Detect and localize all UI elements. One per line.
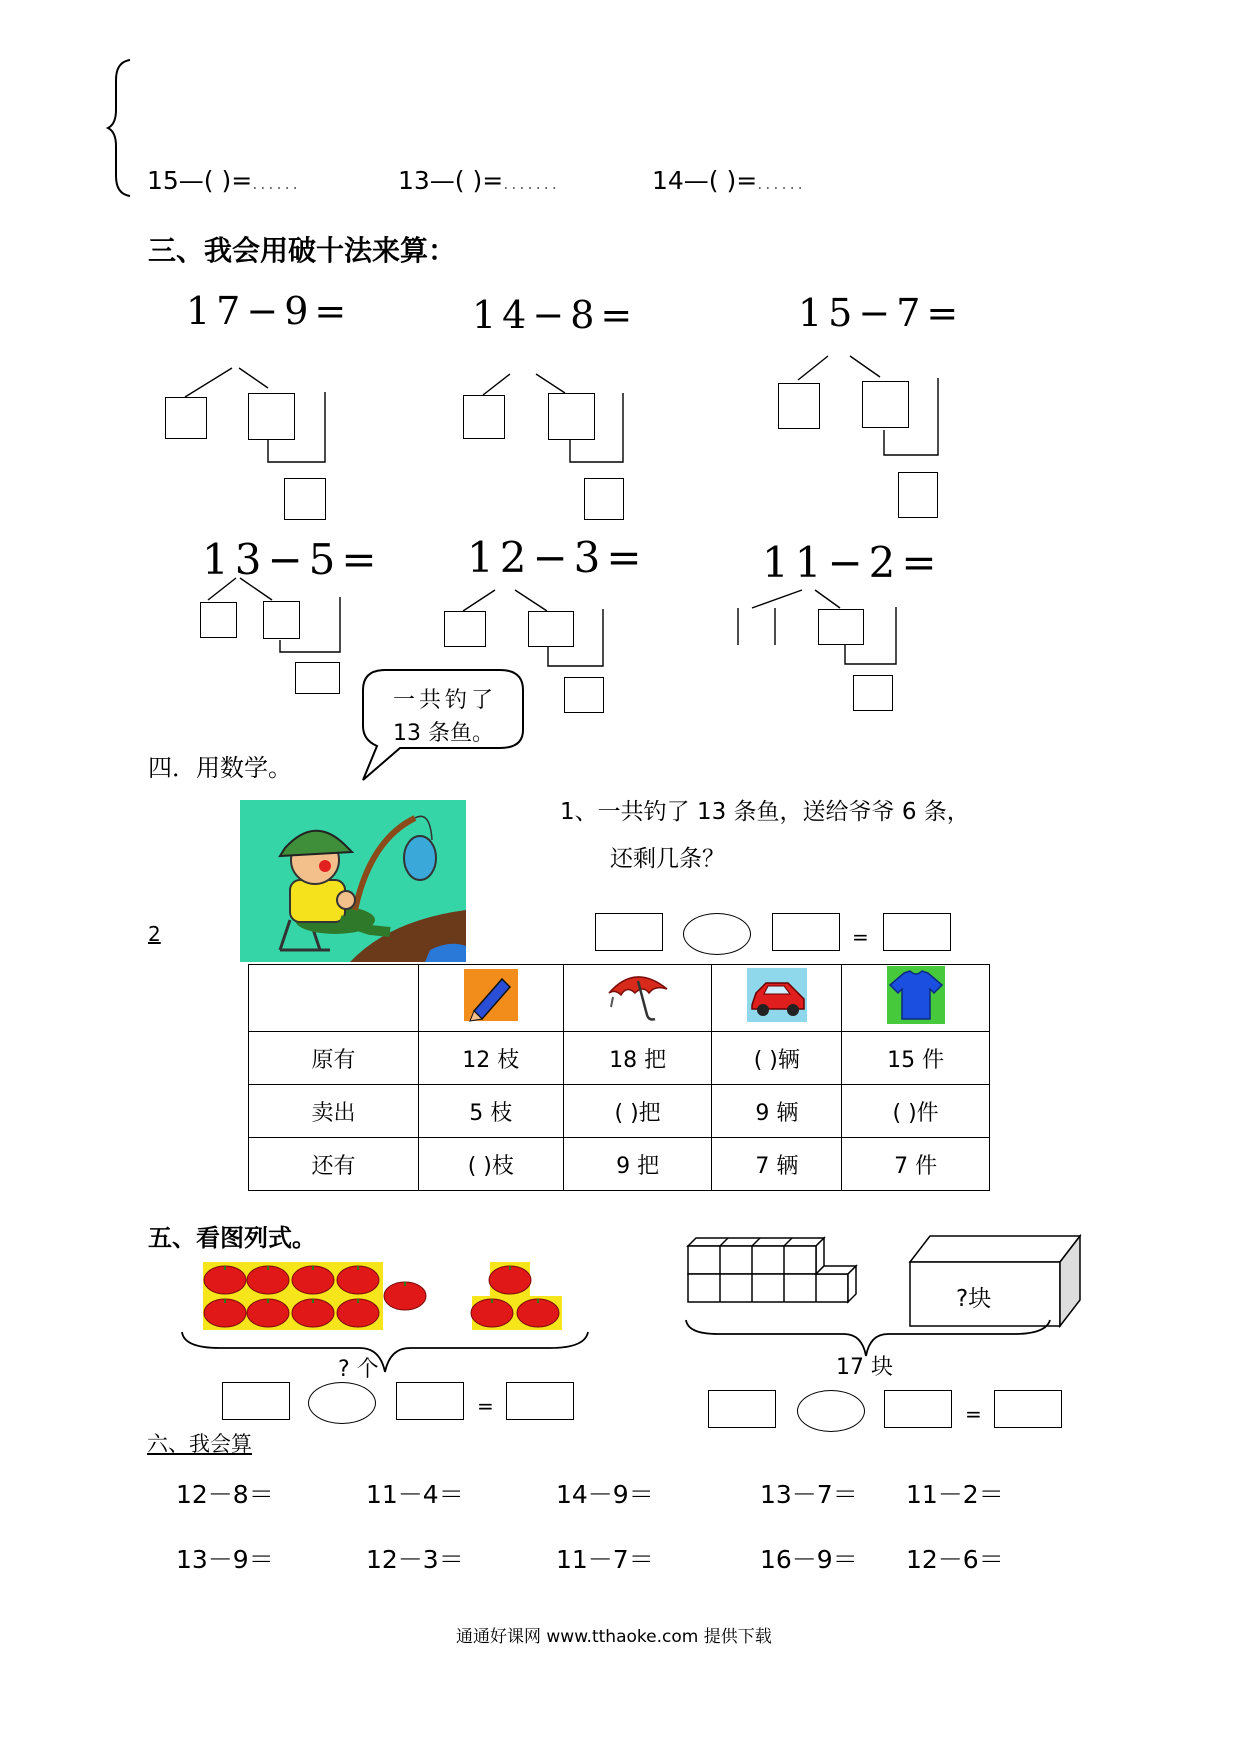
dotted-blank[interactable]: .......: [503, 174, 560, 193]
equation-box[interactable]: [396, 1382, 464, 1420]
calc-item[interactable]: 14－9＝: [556, 1480, 654, 1509]
problem-11-2: 11−2=: [762, 538, 943, 587]
equation-box[interactable]: [222, 1382, 290, 1420]
problem1-line1: 1、一共钓了 13 条鱼，送给爷爷 6 条，: [560, 799, 970, 825]
answer-box[interactable]: [778, 383, 820, 429]
table-row: [249, 1138, 990, 1191]
left-question-label: ? 个: [338, 1357, 379, 1382]
table-cell: 15 件: [842, 1032, 990, 1085]
calc-item[interactable]: 16－9＝: [760, 1545, 858, 1574]
row-label: 原有: [249, 1032, 419, 1085]
equals-sign: =: [852, 925, 869, 949]
umbrella-icon: [605, 967, 671, 1023]
table-header-cell: [712, 965, 842, 1032]
section3-title: 三、我会用破十法来算：: [148, 234, 457, 267]
pencil-icon: [462, 967, 520, 1023]
table-cell: 18 把: [563, 1032, 712, 1085]
calc-item[interactable]: 12－8＝: [176, 1480, 274, 1509]
operator-oval[interactable]: [797, 1390, 865, 1432]
calc-item[interactable]: 12－6＝: [906, 1545, 1004, 1574]
problem2-label: 2: [148, 922, 161, 946]
table-row: [249, 1032, 990, 1085]
table-header-cell: [418, 965, 563, 1032]
problem1-line2: 还剩几条？: [610, 846, 725, 872]
operator-oval[interactable]: [308, 1382, 376, 1424]
table-cell: 7 件: [842, 1138, 990, 1191]
equation-box[interactable]: [884, 1390, 952, 1428]
table-header-cell: [842, 965, 990, 1032]
answer-box[interactable]: [165, 397, 207, 439]
equation-box[interactable]: [772, 913, 840, 951]
table-cell[interactable]: ( )枝: [418, 1138, 563, 1191]
table-header-cell: [563, 965, 712, 1032]
table-cell: 9 辆: [712, 1085, 842, 1138]
answer-box[interactable]: [200, 602, 237, 638]
answer-box[interactable]: [528, 611, 574, 647]
equation-box[interactable]: [708, 1390, 776, 1428]
dotted-blank[interactable]: ......: [757, 174, 806, 193]
answer-box[interactable]: [444, 611, 486, 647]
table-cell[interactable]: ( )把: [563, 1085, 712, 1138]
problem-12-3: 12−3=: [467, 533, 648, 582]
answer-box[interactable]: [548, 393, 595, 440]
split-tree-lines: [0, 0, 1240, 760]
problem-15-7: 15−7=: [798, 291, 965, 335]
answer-box[interactable]: [818, 609, 864, 645]
answer-box[interactable]: [263, 601, 300, 639]
problem-17-9: 17−9=: [186, 289, 353, 333]
sales-table: [248, 964, 990, 1191]
equation-box[interactable]: [994, 1390, 1062, 1428]
equals-sign: =: [477, 1394, 494, 1418]
calc-item[interactable]: 12－3＝: [366, 1545, 464, 1574]
section4-title: 四．用数学。: [148, 754, 292, 782]
table-row: [249, 1085, 990, 1138]
equation-box[interactable]: [595, 913, 663, 951]
calc-item[interactable]: 11－2＝: [906, 1480, 1004, 1509]
equals-sign: =: [965, 1402, 982, 1426]
section6-title: 六、我会算: [147, 1432, 252, 1456]
table-cell[interactable]: ( )辆: [712, 1032, 842, 1085]
operator-oval[interactable]: [683, 913, 751, 955]
blocks-illustration: [684, 1232, 1084, 1332]
car-icon: [746, 967, 808, 1023]
left-brace-under: [180, 1330, 590, 1380]
dotted-blank[interactable]: ......: [252, 174, 301, 193]
equation-box[interactable]: [883, 913, 951, 951]
table-corner: [249, 965, 419, 1032]
table-cell: 7 辆: [712, 1138, 842, 1191]
expr-text: 15—( )=: [147, 166, 253, 195]
fishing-boy-illustration: [240, 800, 466, 962]
calc-item[interactable]: 11－7＝: [556, 1545, 654, 1574]
equation-box[interactable]: [506, 1382, 574, 1420]
row-label: 还有: [249, 1138, 419, 1191]
answer-box[interactable]: [295, 662, 340, 694]
bubble-text-2: 13 条鱼。: [393, 721, 494, 746]
section5-title: 五、看图列式。: [148, 1224, 316, 1252]
expr-text: 14—( )=: [652, 166, 758, 195]
expr-text: 13—( )=: [398, 166, 504, 195]
calc-item[interactable]: 13－7＝: [760, 1480, 858, 1509]
answer-box[interactable]: [584, 478, 624, 520]
answer-box[interactable]: [853, 675, 893, 711]
table-cell: 9 把: [563, 1138, 712, 1191]
row-label: 卖出: [249, 1085, 419, 1138]
bubble-text-1: 一共钓了: [393, 688, 498, 713]
calc-item[interactable]: 13－9＝: [176, 1545, 274, 1574]
answer-box[interactable]: [898, 472, 938, 518]
apples-illustration: [200, 1258, 565, 1338]
tshirt-icon: [886, 965, 946, 1025]
table-cell: 5 枝: [418, 1085, 563, 1138]
problem-14-8: 14−8=: [472, 293, 639, 337]
footer-text: 通通好课网 www.tthaoke.com 提供下载: [456, 1627, 772, 1647]
problem-13-5: 13−5=: [202, 535, 383, 584]
answer-box[interactable]: [564, 677, 604, 713]
total-blocks-label: 17 块: [836, 1355, 893, 1380]
table-cell[interactable]: ( )件: [842, 1085, 990, 1138]
table-cell: 12 枝: [418, 1032, 563, 1085]
answer-box[interactable]: [463, 395, 505, 439]
block-box-label: ?块: [956, 1286, 992, 1312]
answer-box[interactable]: [248, 393, 295, 440]
table-header-row: [249, 965, 990, 1032]
calc-item[interactable]: 11－4＝: [366, 1480, 464, 1509]
answer-box[interactable]: [862, 381, 909, 428]
answer-box[interactable]: [284, 478, 326, 520]
